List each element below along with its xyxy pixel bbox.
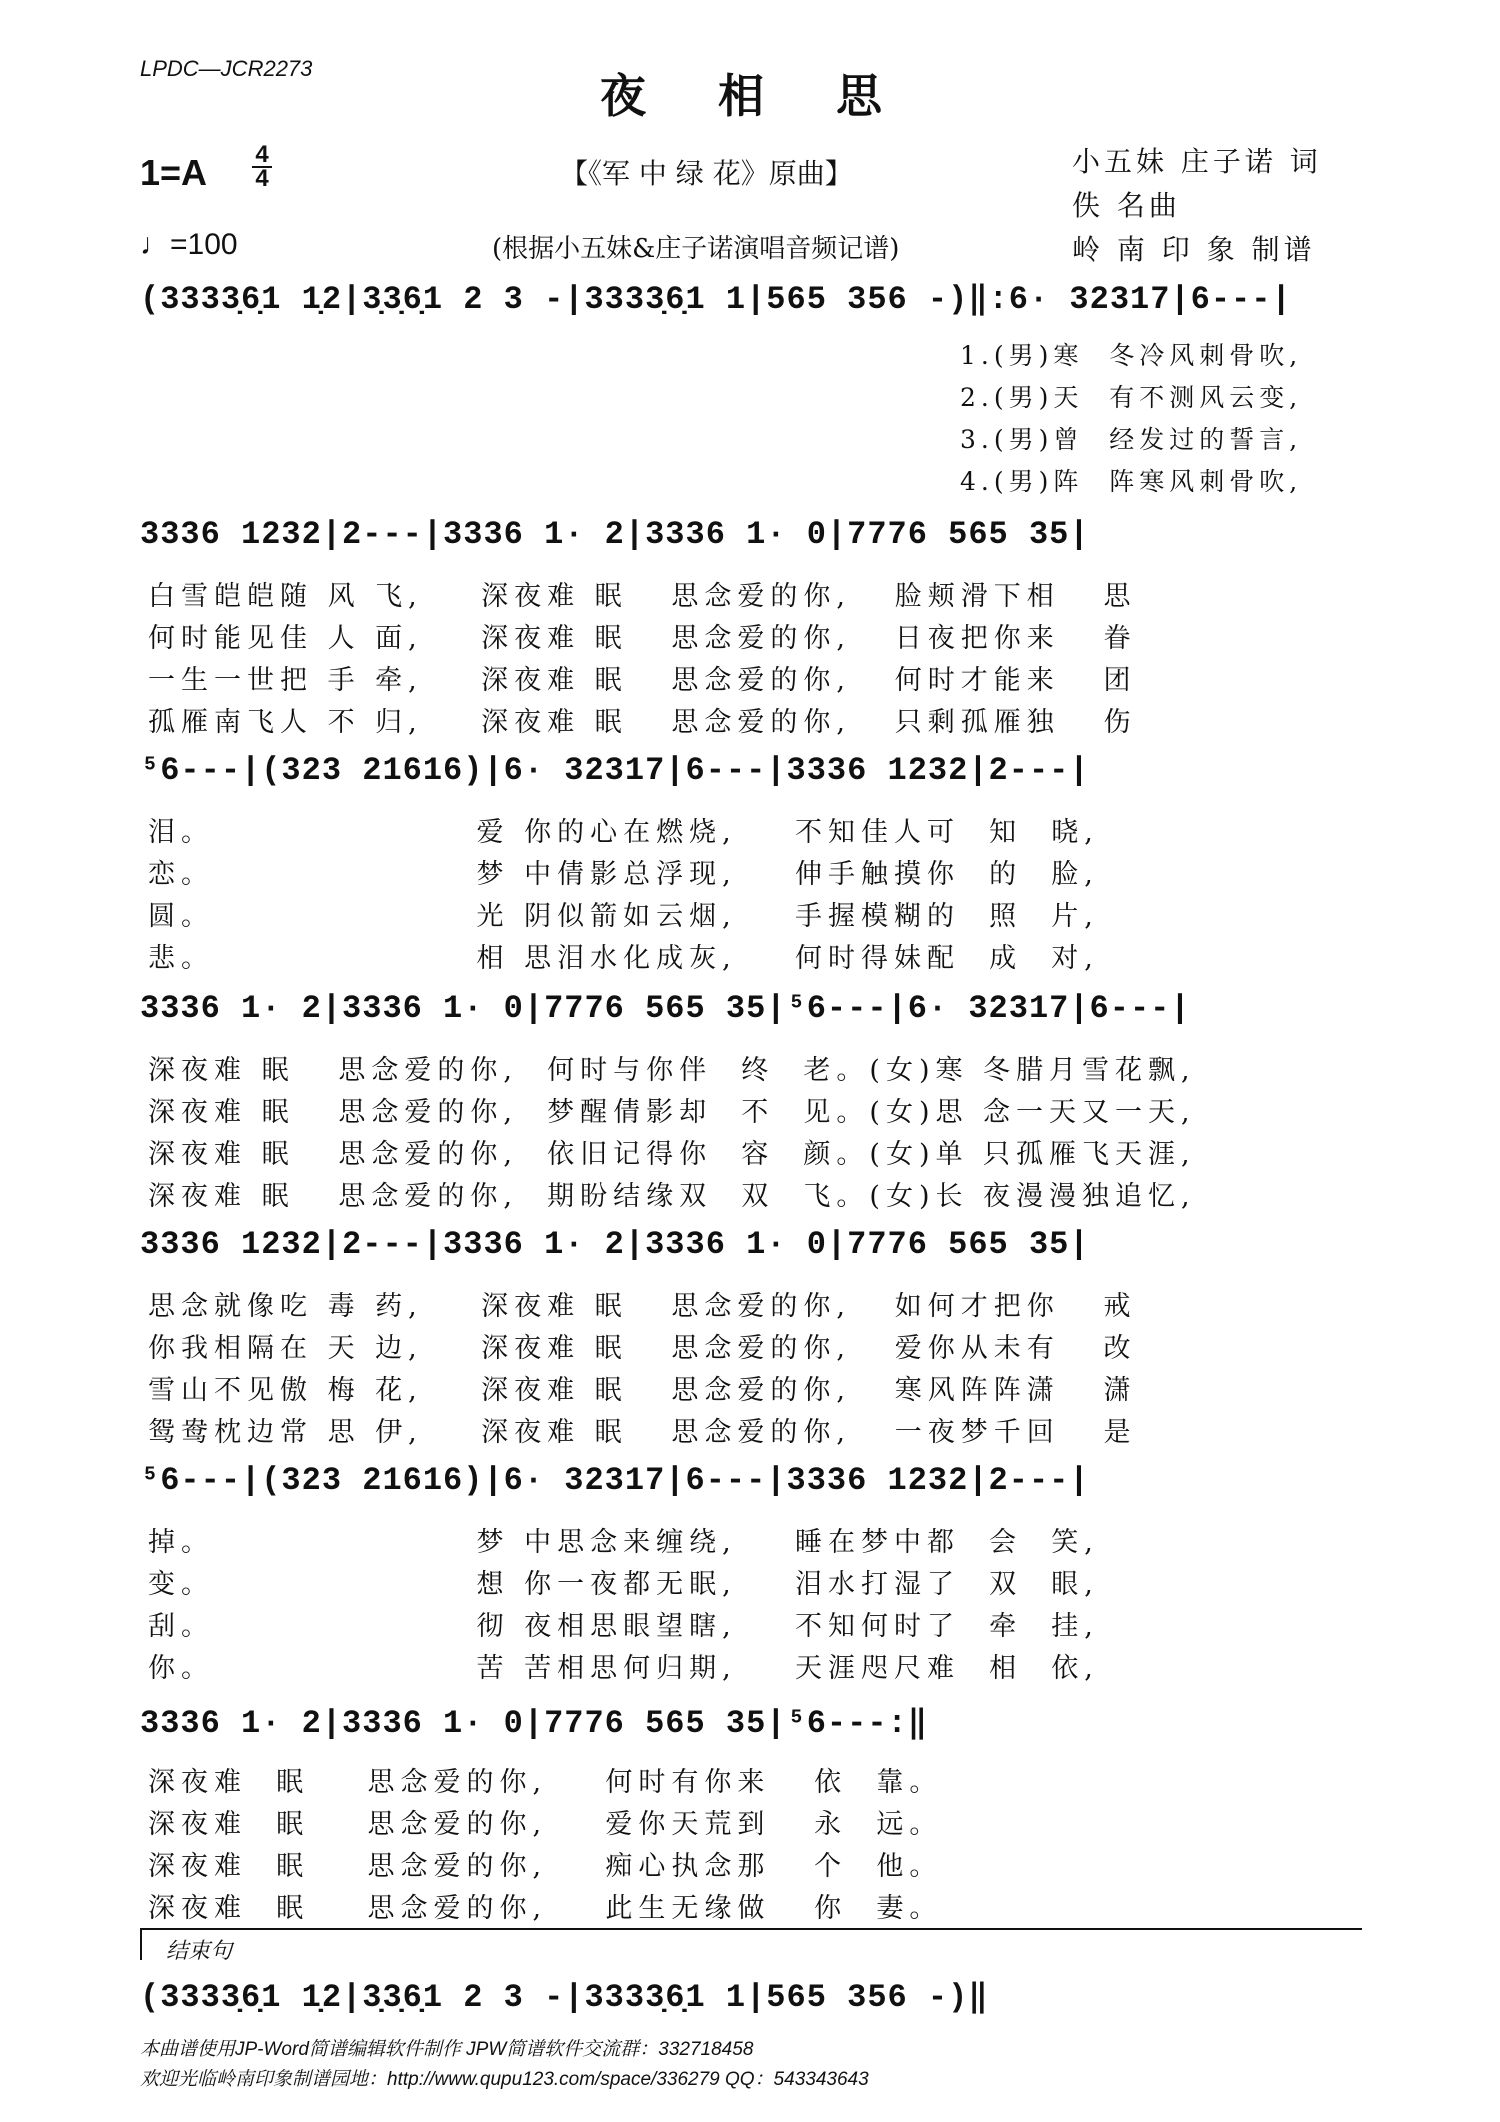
lyric-row: 深夜难 眠 思念爱的你, 此生无缘做 你 妻。 bbox=[148, 1893, 943, 1924]
lyric-row: 深夜难 眠 思念爱的你, 梦醒倩影却 不 见。(女)思 念一天又一天, bbox=[148, 1097, 1196, 1128]
staff-line-6: ⁵6---|(323 21616)|6· 32317|6---|3336 1232|2---| bbox=[140, 1462, 1090, 1499]
lyric-row: 鸳鸯枕边常 思 伊, 深夜难 眠 思念爱的你, 一夜梦千回 是 bbox=[148, 1417, 1137, 1448]
staff-line-1: (3333̣6̣1 1̣2|3̣3̣6̣1 2 3 -|3333̣6̣1 1|565 356 -)‖:6· 32317|6---| bbox=[140, 281, 1292, 318]
time-denominator: 4 bbox=[255, 165, 269, 192]
ending-bracket bbox=[140, 1928, 1362, 1960]
staff-line-ending: (3333̣6̣1 1̣2|3̣3̣6̣1 2 3 -|3333̣6̣1 1|565 356 -)‖ bbox=[140, 1979, 989, 2016]
lyric-row: 你我相隔在 天 边, 深夜难 眠 思念爱的你, 爱你从未有 改 bbox=[148, 1333, 1137, 1364]
lyric-row: 悲。 相 思泪水化成灰, 何时得妹配 成 对, bbox=[148, 943, 1099, 974]
staff-line-2: 3336 1232|2---|3336 1· 2|3336 1· 0|7776 565 35| bbox=[140, 516, 1090, 553]
lyric-row: 圆。 光 阴似箭如云烟, 手握模糊的 照 片, bbox=[148, 901, 1099, 932]
verse-intro-2: 2.(男)天 有不测风云变, bbox=[960, 383, 1303, 412]
lyric-row: 深夜难 眠 思念爱的你, 依旧记得你 容 颜。(女)单 只孤雁飞天涯, bbox=[148, 1139, 1196, 1170]
lyric-row: 思念就像吃 毒 药, 深夜难 眠 思念爱的你, 如何才把你 戒 bbox=[148, 1291, 1137, 1322]
time-numerator: 4 bbox=[255, 141, 269, 168]
lyric-row: 刮。 彻 夜相思眼望瞎, 不知何时了 牵 挂, bbox=[148, 1611, 1099, 1642]
staff-line-5: 3336 1232|2---|3336 1· 2|3336 1· 0|7776 565 35| bbox=[140, 1226, 1090, 1263]
lyric-row: 一生一世把 手 牵, 深夜难 眠 思念爱的你, 何时才能来 团 bbox=[148, 665, 1137, 696]
arranger-credit: 岭 南 印 象 制谱 bbox=[1072, 233, 1316, 266]
lyric-row: 孤雁南飞人 不 归, 深夜难 眠 思念爱的你, 只剩孤雁独 伤 bbox=[148, 707, 1137, 738]
footer-website-link[interactable]: 欢迎光临岭南印象制谱园地：http://www.qupu123.com/space/336279 QQ：543343643 bbox=[140, 2069, 869, 2090]
verse-intro-4: 4.(男)阵 阵寒风刺骨吹, bbox=[960, 467, 1303, 496]
staff-line-7: 3336 1· 2|3336 1· 0|7776 565 35|⁵6---:‖ bbox=[140, 1705, 928, 1742]
ending-label: 结束句 bbox=[166, 1939, 233, 1964]
composer-credit: 佚 名曲 bbox=[1072, 189, 1181, 222]
lyric-row: 恋。 梦 中倩影总浮现, 伸手触摸你 的 脸, bbox=[148, 859, 1099, 890]
lyric-row: 白雪皑皑随 风 飞, 深夜难 眠 思念爱的你, 脸颊滑下相 思 bbox=[148, 581, 1137, 612]
lyric-row: 深夜难 眠 思念爱的你, 期盼结缘双 双 飞。(女)长 夜漫漫独追忆, bbox=[148, 1181, 1196, 1212]
lyric-row: 深夜难 眠 思念爱的你, 痴心执念那 个 他。 bbox=[148, 1851, 943, 1882]
score-code: LPDC—JCR2273 bbox=[140, 56, 313, 81]
verse-intro-1: 1.(男)寒 冬冷风刺骨吹, bbox=[960, 341, 1303, 370]
lyric-row: 深夜难 眠 思念爱的你, 何时与你伴 终 老。(女)寒 冬腊月雪花飘, bbox=[148, 1055, 1196, 1086]
lyric-row: 变。 想 你一夜都无眠, 泪水打湿了 双 眼, bbox=[148, 1569, 1099, 1600]
song-title: 夜 相 思 bbox=[600, 69, 911, 123]
time-signature bbox=[252, 141, 272, 192]
staff-line-3: ⁵6---|(323 21616)|6· 32317|6---|3336 1232|2---| bbox=[140, 752, 1090, 789]
transcription-basis: (根据小五妹&庄子诺演唱音频记谱) bbox=[492, 234, 900, 264]
lyric-row: 泪。 爱 你的心在燃烧, 不知佳人可 知 晓, bbox=[148, 817, 1099, 848]
lyric-row: 掉。 梦 中思念来缠绕, 睡在梦中都 会 笑, bbox=[148, 1527, 1099, 1558]
tempo-marking: ♩=100 bbox=[140, 228, 238, 261]
staff-line-4: 3336 1· 2|3336 1· 0|7776 565 35|⁵6---|6· 32317|6---| bbox=[140, 990, 1191, 1027]
lyric-row: 你。 苦 苦相思何归期, 天涯咫尺难 相 依, bbox=[148, 1653, 1099, 1684]
original-tune: 【《军 中 绿 花》原曲】 bbox=[560, 157, 853, 190]
key-signature: 1=A bbox=[140, 152, 208, 193]
lyric-row: 雪山不见傲 梅 花, 深夜难 眠 思念爱的你, 寒风阵阵潇 潇 bbox=[148, 1375, 1137, 1406]
lyric-row: 深夜难 眠 思念爱的你, 爱你天荒到 永 远。 bbox=[148, 1809, 943, 1840]
verse-intro-3: 3.(男)曾 经发过的誓言, bbox=[960, 425, 1303, 454]
footer-software-note: 本曲谱使用JP-Word简谱编辑软件制作 JPW简谱软件交流群：332718458 bbox=[140, 2039, 754, 2060]
lyric-row: 何时能见佳 人 面, 深夜难 眠 思念爱的你, 日夜把你来 眷 bbox=[148, 623, 1137, 654]
lyric-row: 深夜难 眠 思念爱的你, 何时有你来 依 靠。 bbox=[148, 1767, 943, 1798]
lyricist-credit: 小五妹 庄子诺 词 bbox=[1072, 145, 1322, 178]
